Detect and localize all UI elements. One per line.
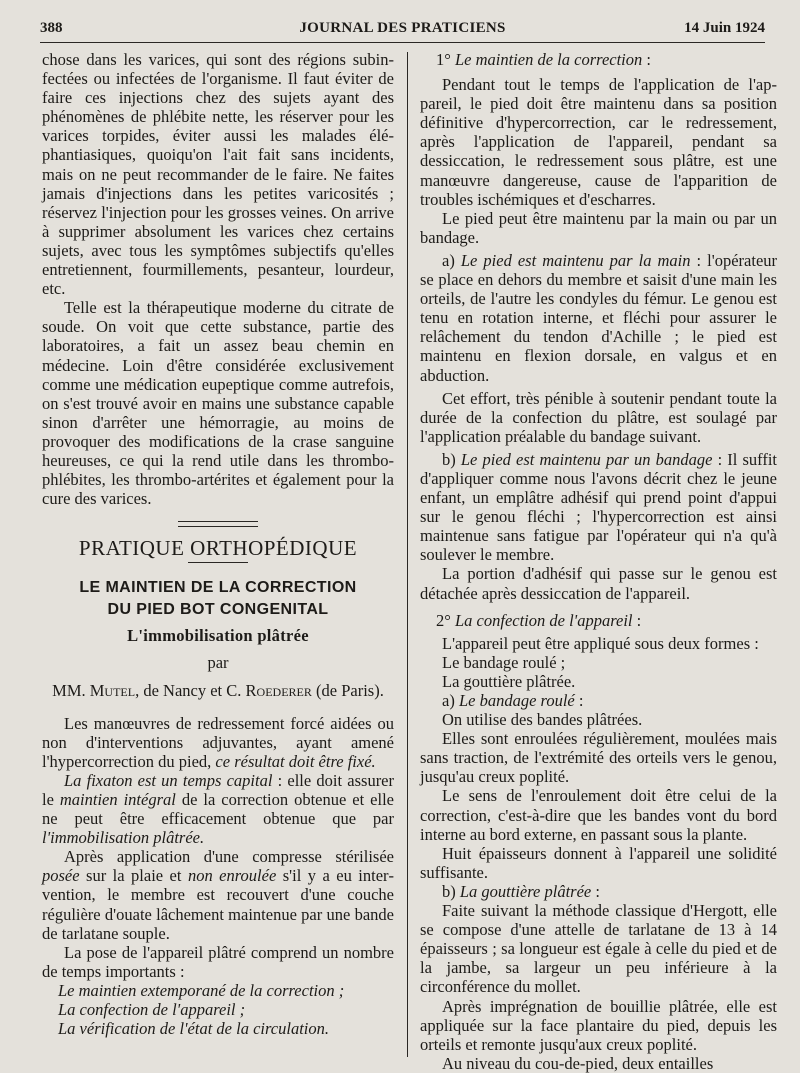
conclusion-paragraph: Telle est la thérapeutique moderne du citrate de soude. On voit que cette substance, partie des laboratoires, a fait un assez beau chemin en médecine. Loin d'être considérée exclusivement comme une médication eupeptique comme autrefois, on s'est trouvé avoir en mains une substance capable sinon d'arrêter une hémorragie, au moins de provoquer des modifications de la crase sanguine heureuses, ce qui la rend utile dans les thrombo-phlébites, les thrombo-artérites et également pour la cure des varices. [42,298,394,509]
list-item: Le maintien extemporané de la correction ; [58,980,345,1000]
item-title: Le pied est maintenu par un bandage [460,449,713,469]
item-title: Le bandage roulé [458,691,575,710]
item-text: : Il suffit d'appliquer comme nous l'avons décrit chez le jeune enfant, un emplâtre adhésif qui prend point d'appui sur le genou fléchi ; l'hypercorrection est ainsi maintenue sans fatigue par l'opérateur qui n'a qu'à soulever le membre. [420,449,778,565]
gouttiere-heading: b) La gouttière plâtrée : [442,881,600,901]
intro-text: Les manœuvres de redressement forcé aidées ou non d'interventions adjuvantes, ayant amené l'hypercorrection du pied, [42,713,394,771]
huit-paragraph: Huit épaisseurs donnent à l'appareil une solidité suffisante. [420,843,777,882]
item-label: b) [442,881,456,901]
authors-prefix: MM. [52,680,86,700]
fixation-emphasis: La fixaton est un temps capital [64,770,273,790]
fixation-emphasis-2: maintien intégral [59,790,176,809]
compress-text-3: s'il y a eu intervention, le membre est recouvert d'une couche régulière d'ouate lâchement maintenue par une bande de tarlatane souple. [42,866,395,943]
item-title: Le pied est maintenu par la main [460,250,691,270]
effort-paragraph: Cet effort, très pénible à soutenir pendant toute la durée de la confection du plâtre, est soulagé par l'application préalable du bandage suivant. [420,388,777,446]
intro-paragraph [42,714,394,771]
form-item: Le bandage roulé ; [442,652,566,672]
sens-paragraph: Le sens de l'enroulement doit être celui de la correction, c'est-à-dire que les bandes vont du bord interne au bord externe, en passant sous la plante. [420,786,777,844]
article-title-line-2: DU PIED BOT CONGENITAL [107,601,329,619]
authors-line [42,681,394,700]
maintien-paragraph: Pendant tout le temps de l'application de l'appareil, le pied doit être maintenu dans sa position définitive d'hypercorrection, car le redressement, après l'application de l'appareil, pendant sa dessiccation, le redressement sous plâtre, est une manœuvre dangereuse, cause de l'apparition de troubles ischémiques et d'escharres. [420,75,777,209]
list-item: La confection de l'appareil ; [58,1000,246,1020]
item-label: b) [442,449,456,469]
left-column [42,50,394,1038]
faite-paragraph: Faite suivant la méthode classique d'Hergott, elle se compose d'une attelle de tarlatane de 13 à 14 épaisseurs ; sa longueur est égale à celle du pied et de la jambe, sa largeur un peu inférieure à la circonférence du mollet. [420,901,777,997]
journal-title: JOURNAL DES PRATICIENS [299,20,506,36]
article-title-line-1: LE MAINTIEN DE LA CORRECTION [79,579,357,597]
compress-emphasis-2: non enroulée [187,866,277,886]
portion-paragraph: La portion d'adhésif qui passe sur le genou est détachée après dessiccation de l'appareil. [420,564,777,603]
fixation-text-2: de la correction obtenue et elle ne peut être efficacement obtenue que par [42,790,394,829]
main-or-bandage-paragraph: Le pied peut être maintenu par la main ou par un bandage. [420,208,777,247]
bandes-line: On utilise des bandes plâtrées. [442,710,643,730]
byline-par: par [207,653,229,673]
steps-list [42,981,394,1038]
bandage-paragraph [420,450,777,565]
header-rule [40,42,765,43]
item-label: a) [442,250,455,270]
item-title: La gouttière plâtrée [459,881,592,901]
form-item: La gouttière plâtrée. [442,671,576,691]
author-mutel-place: , de Nancy et C. [135,680,242,700]
fixation-text-1: : elle doit assurer le [42,770,395,809]
item-label: a) [442,691,455,710]
author-roederer: Roederer [245,680,312,700]
compress-text-2: sur la plaie et [86,866,182,886]
bandage-roule-heading: a) Le bandage roulé : [442,691,584,710]
author-roederer-place: (de Paris). [316,680,384,700]
list-item: La vérification de l'état de la circulation. [58,1019,329,1039]
forms-intro: L'appareil peut être appliqué sous deux formes : [442,633,759,653]
author-mutel: Mutel [89,680,136,700]
subheading-number: 2° [436,610,451,630]
subheading-text: Le maintien de la correction [454,50,643,69]
section-underline [188,562,248,563]
article-subtitle: L'immobilisation plâtrée [127,626,309,646]
impregnation-paragraph: Après imprégnation de bouillie plâtrée, elle est appliquée sur la face plantaire du pied, depuis les orteils et remonte jusqu'aux creux poplité. [420,996,777,1054]
compress-emphasis-1: posée [42,866,80,886]
running-header [40,16,765,38]
page-number: 388 [40,20,63,36]
item-text: : l'opérateur se place en dehors du membre et saisit d'une main les orteils, de l'autre les condyles du fémur. Le genou est tenu en rotation interne, et fléchi pour assurer le relâchement du tendon d'Achille ; le pied est maintenu en flexion dorsale, en valgus et en abduction. [420,250,778,385]
niveau-paragraph: Au niveau du cou-de-pied, deux entailles [442,1053,714,1073]
section-separator [178,521,258,527]
continued-paragraph: chose dans les varices, qui sont des régions subinfectées ou infectées de l'organisme. Il faut éviter de faire ces injections chez des sujets ayant des phénomènes de phlébite nette, les réserver pour les varices torpides, éviter aussi les malades éléphantiasiques, quoiqu'on l'ait fait sans incidents, mais on ne peut recommander de le faire. Ne faites jamais d'injections dans les petites varicosités ; réservez l'injection pour les grosses veines. On arrive à supprimer absolument les varices chez certains sujets, avec tous les symptômes subjectifs qu'elles entretiennent, fourmillements, pesanteur, lourdeur, etc. [42,50,394,299]
subheading-text: La confection de l'appareil [454,610,633,630]
column-divider [407,52,408,1057]
subheading-confection: 2° La confection de l'appareil : [436,610,642,630]
subheading-number: 1° [436,50,451,69]
subheading-maintien: 1° Le maintien de la correction : [436,50,651,69]
issue-date: 14 Juin 1924 [684,20,765,36]
right-column [420,50,777,1073]
compress-paragraph [42,847,394,942]
intro-emphasis: ce résultat doit être fixé. [215,751,376,771]
section-title: PRATIQUE ORTHOPÉDIQUE [78,536,358,561]
compress-text-1: Après application d'une compresse stérilisée [64,847,394,867]
fixation-emphasis-3: l'immobilisation plâtrée. [42,828,205,848]
fixation-paragraph [42,771,394,847]
pose-paragraph: La pose de l'appareil plâtré comprend un nombre de temps importants : [42,942,394,981]
enroulees-paragraph: Elles sont enroulées régulièrement, moulées mais sans traction, de l'extrémité des orteils vers le genou, jusqu'au creux poplité. [420,729,777,787]
main-paragraph [420,251,777,385]
